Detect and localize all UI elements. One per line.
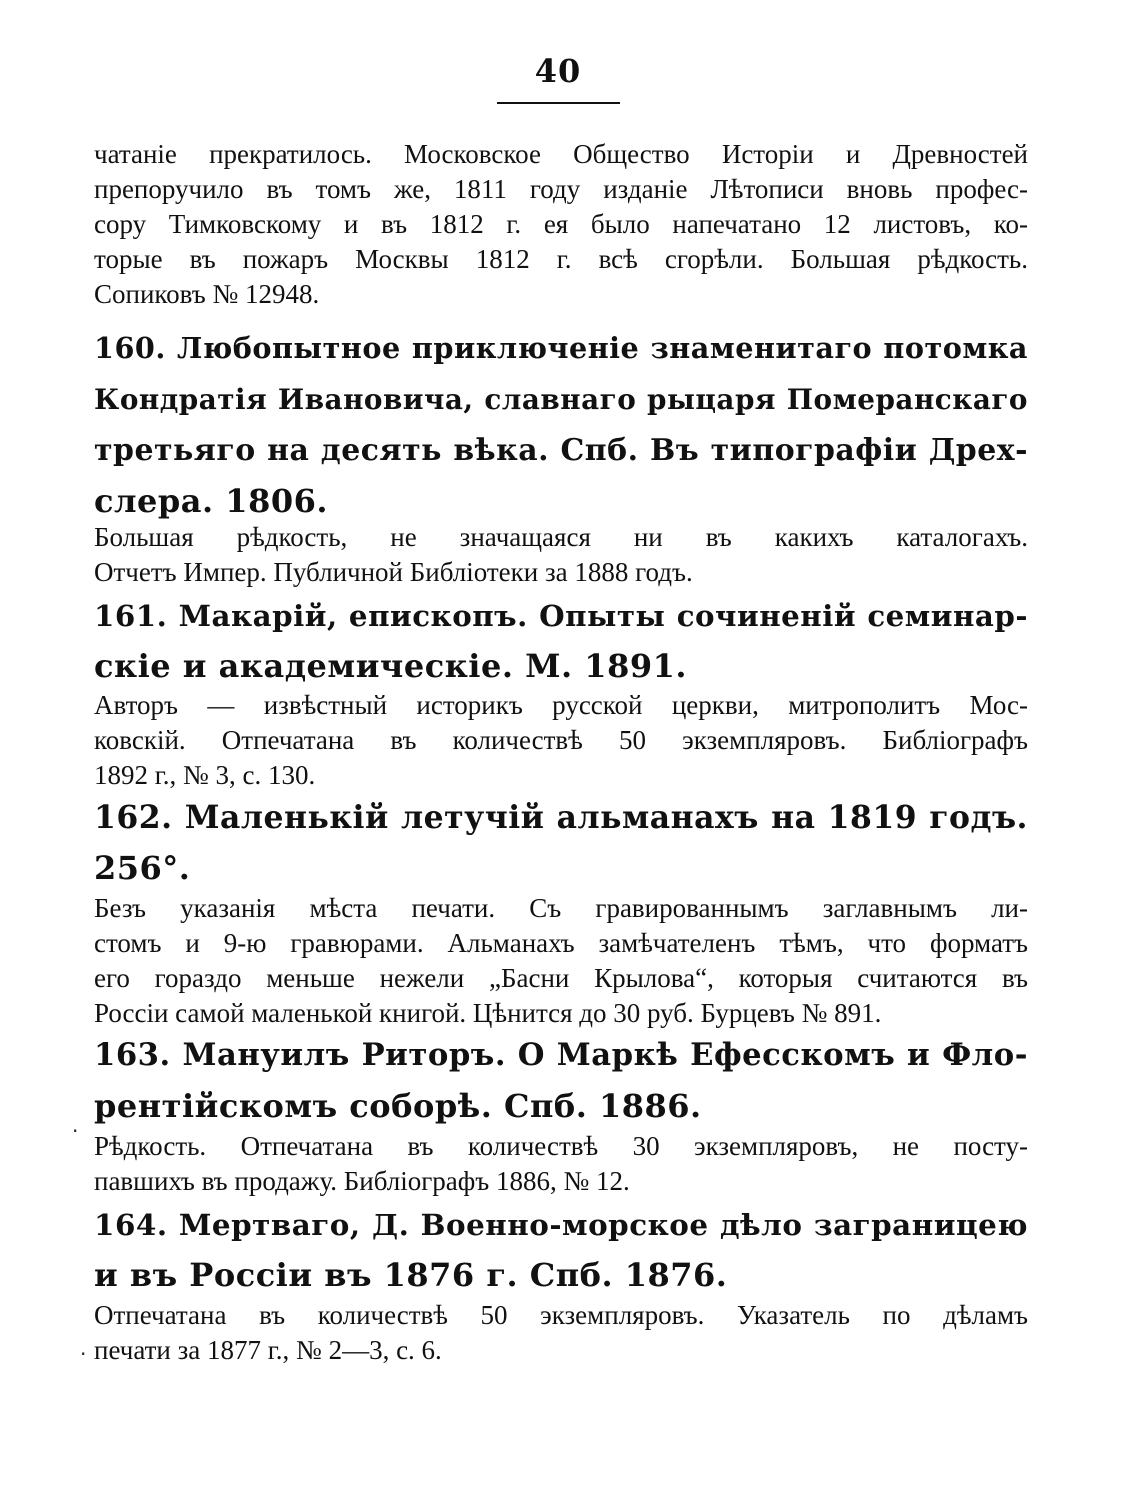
text-line: препоручило въ томъ же, 1811 году изданіе Лѣтописи вновь профес- — [94, 174, 1028, 204]
entry-160-title — [94, 323, 1028, 527]
title-line: рентійскомъ соборѣ. Спб. 1886. — [94, 1087, 702, 1125]
entry-162-title — [94, 792, 1028, 894]
text-line: павшихъ въ продажу. Библіографъ 1886, № 12. — [94, 1166, 630, 1196]
text-line: печати за 1877 г., № 2—3, с. 6. — [94, 1335, 442, 1365]
title-line: слера. 1806. — [94, 482, 328, 520]
text-line: стомъ и 9-ю гравюрами. Альманахъ замѣчателенъ тѣмъ, что форматъ — [94, 928, 1028, 958]
continuation-paragraph — [94, 137, 1028, 312]
page-number: 40 — [534, 52, 582, 90]
scan-speck: · — [80, 1342, 87, 1366]
entry-163-note — [94, 1129, 1028, 1199]
entry-161-title — [94, 590, 1028, 692]
entry-161-note — [94, 688, 1028, 793]
text-line: Авторъ — извѣстный историкъ русской церкви, митрополитъ Мос- — [94, 690, 1028, 720]
entry-164-title — [94, 1199, 1028, 1301]
text-line: 1892 г., № 3, с. 130. — [94, 760, 316, 790]
title-line: 163. Мануилъ Риторъ. О Маркѣ Ефесскомъ и Фло- — [94, 1037, 1028, 1073]
title-line: 162. Маленькій летучій альманахъ на 1819 годъ. — [94, 799, 1028, 836]
text-line: Большая рѣдкость, не значащаяся ни въ какихъ каталогахъ. — [94, 522, 1028, 552]
entry-162-note — [94, 891, 1028, 1031]
title-line: третьяго на десять вѣка. Спб. Въ типографіи Дрех- — [94, 433, 1028, 468]
page-number-rule — [497, 102, 620, 104]
text-line: Рѣдкость. Отпечатана въ количествѣ 30 экземпляровъ, не посту- — [94, 1131, 1028, 1161]
title-line: скіе и академическіе. М. 1891. — [94, 647, 687, 685]
title-line: 256°. — [94, 849, 191, 887]
text-line: Россіи самой маленькой книгой. Цѣнится до 30 руб. Бурцевъ № 891. — [94, 998, 882, 1028]
text-line: ковскій. Отпечатана въ количествѣ 50 экземпляровъ. Библіографъ — [94, 725, 1028, 755]
title-line: 161. Макарій, епископъ. Опыты сочиненій семинар- — [94, 598, 1028, 633]
text-line: сору Тимковскому и въ 1812 г. ея было напечатано 12 листовъ, ко- — [94, 209, 1028, 239]
entry-163-title — [94, 1030, 1028, 1132]
entry-164-note — [94, 1298, 1028, 1368]
text-line: чатаніе прекратилось. Московское Общество Исторіи и Древностей — [94, 139, 1028, 169]
text-line: Безъ указанія мѣста печати. Съ гравированнымъ заглавнымъ ли- — [94, 893, 1028, 923]
text-line: Отчетъ Импер. Публичной Библіотеки за 1888 годъ. — [94, 557, 693, 587]
text-line: торые въ пожаръ Москвы 1812 г. всѣ сгорѣли. Большая рѣдкость. — [94, 244, 1028, 274]
text-line: его гораздо меньше нежели „Басни Крылова“, которыя считаются въ — [94, 963, 1028, 993]
scan-speck: · — [72, 1119, 79, 1143]
title-line: Кондратія Ивановича, славнаго рыцаря Померанскаго — [94, 383, 1028, 416]
text-line: Отпечатана въ количествѣ 50 экземпляровъ. Указатель по дѣламъ — [94, 1300, 1028, 1330]
text-line: Сопиковъ № 12948. — [94, 279, 320, 309]
entry-160-note — [94, 520, 1028, 590]
title-line: и въ Россіи въ 1876 г. Спб. 1876. — [94, 1256, 728, 1294]
title-line: 160. Любопытное приключеніе знаменитаго потомка — [94, 331, 1028, 365]
title-line: 164. Мертваго, Д. Военно-морское дѣло заграницею — [94, 1207, 1028, 1242]
